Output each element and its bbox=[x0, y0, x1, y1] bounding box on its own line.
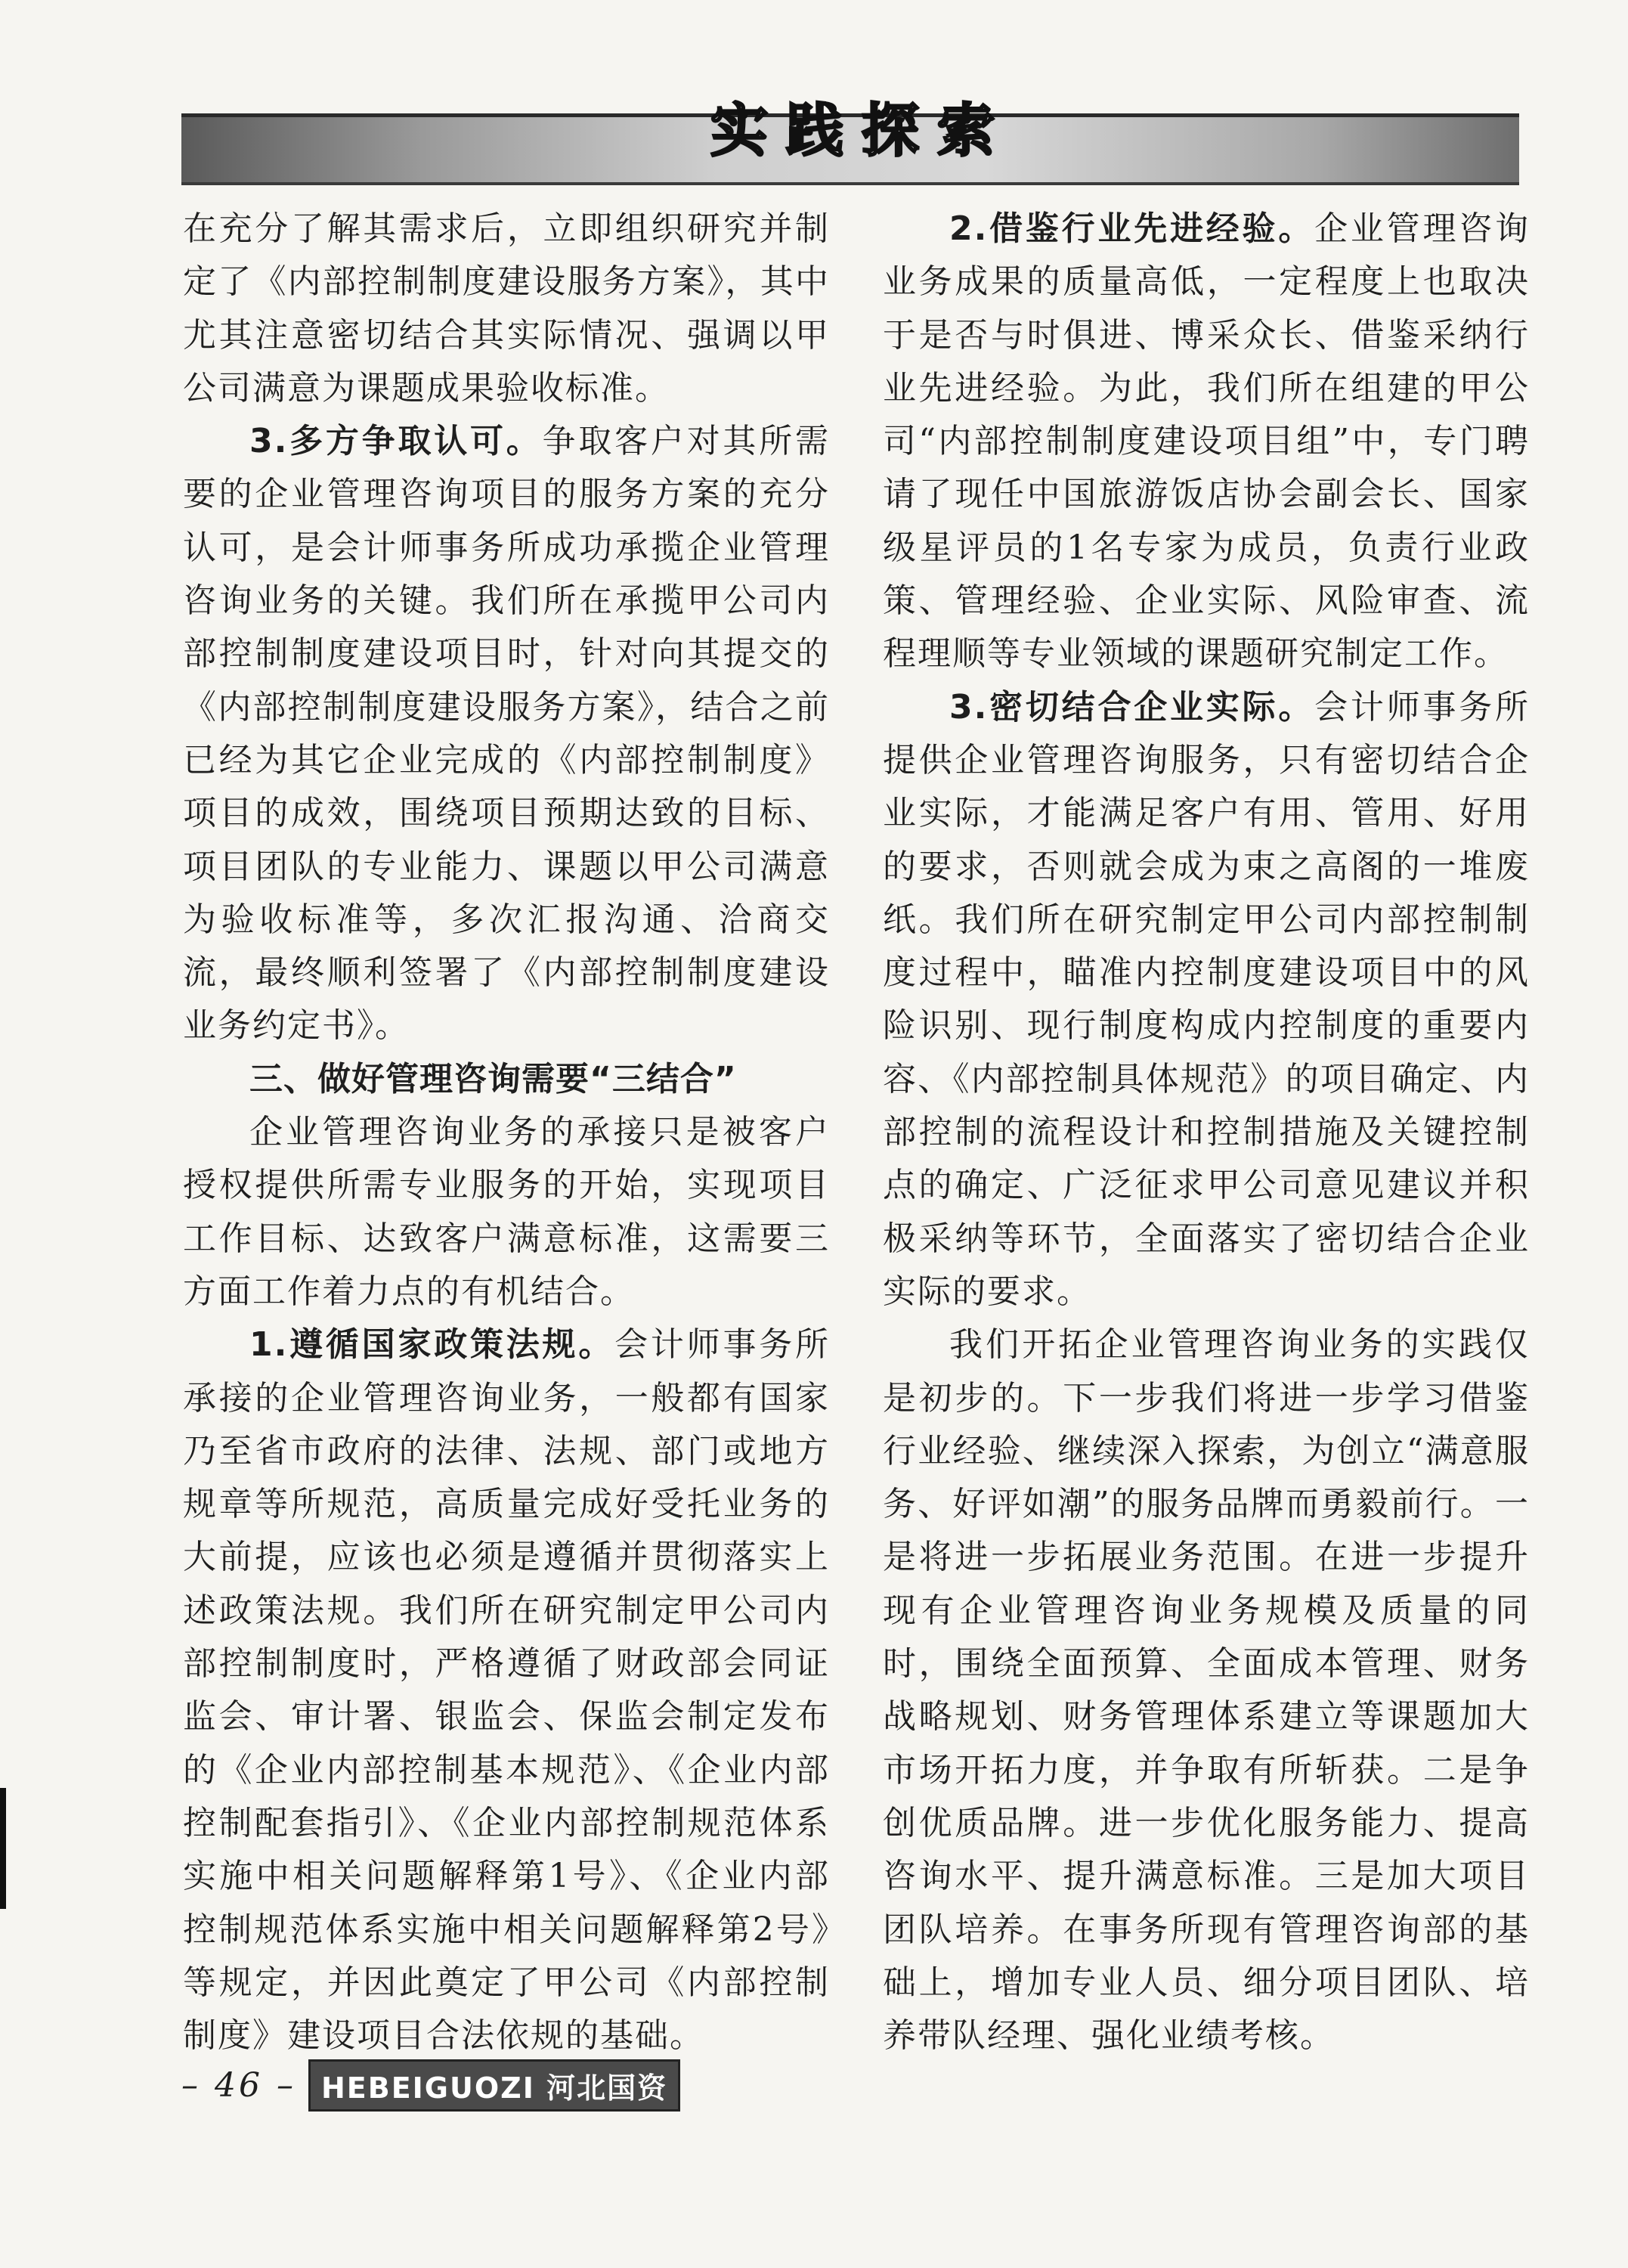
paragraph-text: 会计师事务所提供企业管理咨询服务，只有密切结合企业实际，才能满足客户有用、管用、好用的要求，否则就会成为束之高阁的一堆废纸。我们所在研究制定甲公司内部控制制度过程中，瞄准内控制度建设项目中的风险识别、现行制度构成内控制度的重要内容、《内部控制具体规范》的项目确定、内部控制的流程设计和控制措施及关键控制点的确定、广泛征求甲公司意见建议并积极采纳等环节，全面落实了密切结合企业实际的要求。 bbox=[883, 687, 1530, 1311]
paragraph bbox=[883, 203, 1530, 681]
scan-edge-mark bbox=[0, 1788, 6, 1909]
paragraph-text: 会计师事务所承接的企业管理咨询业务，一般都有国家乃至省市政府的法律、法规、部门或地方规章等所规范，高质量完成好受托业务的大前提，应该也必须是遵循并贯彻落实上述政策法规。我们所在研究制定甲公司内部控制制度时，严格遵循了财政部会同证监会、审计署、银监会、保监会制定发布的《企业内部控制基本规范》、《企业内部控制配套指引》、《企业内部控制规范体系实施中相关问题解释第1号》、《企业内部控制规范体系实施中相关问题解释第2号》等规定，并因此奠定了甲公司《内部控制制度》建设项目合法依规的基础。 bbox=[183, 1325, 830, 2056]
paragraph bbox=[883, 1318, 1530, 2062]
magazine-name-badge: HEBEIGUOZI 河北国资 bbox=[308, 2059, 680, 2112]
paragraph bbox=[183, 1318, 830, 2062]
paragraph bbox=[183, 415, 830, 1053]
paragraph-text: 我们开拓企业管理咨询业务的实践仅是初步的。下一步我们将进一步学习借鉴行业经验、继续深入探索，为创立“满意服务、好评如潮”的服务品牌而勇毅前行。一是将进一步拓展业务范围。在进一步提升现有企业管理咨询业务规模及质量的同时，围绕全面预算、全面成本管理、财务战略规划、财务管理体系建立等课题加大市场开拓力度，并争取有所斩获。二是争创优质品牌。进一步优化服务能力、提高咨询水平、提升满意标准。三是加大项目团队培养。在事务所现有管理咨询部的基础上，增加专业人员、细分项目团队、培养带队经理、强化业绩考核。 bbox=[883, 1325, 1530, 2056]
paragraph bbox=[183, 1106, 830, 1318]
right-column bbox=[883, 203, 1530, 2062]
paragraph-text: 争取客户对其所需要的企业管理咨询项目的服务方案的充分认可，是会计师事务所成功承揽企业管理咨询业务的关键。我们所在承揽甲公司内部控制制度建设项目时，针对向其提交的《内部控制制度建设服务方案》，结合之前已经为其它企业完成的《内部控制制度》项目的成效，围绕项目预期达致的目标、项目团队的专业能力、课题以甲公司满意为验收标准等，多次汇报沟通、洽商交流，最终顺利签署了《内部控制制度建设业务约定书》。 bbox=[183, 422, 830, 1046]
paragraph-text: 企业管理咨询业务的承接只是被客户授权提供所需专业服务的开始，实现项目工作目标、达致客户满意标准，这需要三方面工作着力点的有机结合。 bbox=[183, 1113, 830, 1311]
section-heading: 三、做好管理咨询需要“三结合” bbox=[249, 1059, 737, 1098]
point-lead: 2.借鉴行业先进经验。 bbox=[949, 209, 1315, 248]
point-lead: 3.多方争取认可。 bbox=[249, 422, 543, 461]
point-lead: 1.遵循国家政策法规。 bbox=[249, 1325, 615, 1365]
paragraph-text: 企业管理咨询业务成果的质量高低，一定程度上也取决于是否与时俱进、博采众长、借鉴采纳行业先进经验。为此，我们所在组建的甲公司“内部控制制度建设项目组”中，专门聘请了现任中国旅游饭店协会副会长、国家级星评员的1名专家为成员，负责行业政策、管理经验、企业实际、风险审查、流程理顺等专业领域的课题研究制定工作。 bbox=[883, 209, 1530, 674]
left-column bbox=[183, 203, 830, 2062]
section-title: 实践探索 bbox=[710, 97, 1013, 164]
page-footer bbox=[181, 2062, 680, 2108]
paragraph bbox=[883, 681, 1530, 1319]
paragraph bbox=[183, 203, 830, 415]
point-lead: 3.密切结合企业实际。 bbox=[949, 687, 1315, 727]
paragraph-text: 在充分了解其需求后，立即组织研究并制定了《内部控制制度建设服务方案》，其中尤其注意密切结合其实际情况、强调以甲公司满意为课题成果验收标准。 bbox=[183, 209, 830, 407]
page-number: – 46 – bbox=[181, 2065, 296, 2105]
